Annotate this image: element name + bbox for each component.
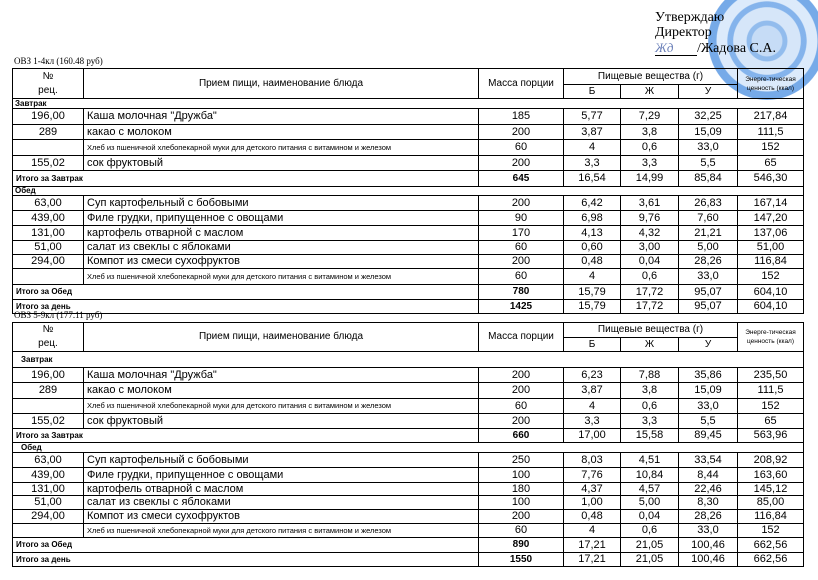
carbs-cell: 33,0 xyxy=(679,524,738,538)
fat-cell: 9,76 xyxy=(621,211,679,226)
section-label: Обед xyxy=(13,187,804,196)
rec-num-cell: 439,00 xyxy=(13,468,84,483)
mass-cell: 180 xyxy=(479,483,564,496)
total-value: 546,30 xyxy=(738,171,804,187)
rec-num-cell: 63,00 xyxy=(13,453,84,468)
mass-cell: 200 xyxy=(479,414,564,429)
table-row xyxy=(13,510,804,524)
carbs-cell: 33,0 xyxy=(679,399,738,414)
carbs-cell: 22,46 xyxy=(679,483,738,496)
total-value: 15,58 xyxy=(621,429,679,443)
dish-name-cell: сок фруктовый xyxy=(84,156,479,171)
total-value: 85,84 xyxy=(679,171,738,187)
total-value: 662,56 xyxy=(738,553,804,567)
dish-name-cell: картофель отварной с маслом xyxy=(84,226,479,241)
protein-cell: 7,76 xyxy=(564,468,621,483)
energy-cell: 152 xyxy=(738,524,804,538)
total-label: Итого за Завтрак xyxy=(13,171,479,187)
total-row xyxy=(13,285,804,300)
header-u: У xyxy=(679,85,738,99)
carbs-cell: 26,83 xyxy=(679,196,738,211)
carbs-cell: 8,44 xyxy=(679,468,738,483)
protein-cell: 4 xyxy=(564,140,621,156)
dish-name-cell: Суп картофельный с бобовыми xyxy=(84,453,479,468)
total-value: 100,46 xyxy=(679,538,738,553)
carbs-cell: 5,5 xyxy=(679,156,738,171)
dish-name-cell: сок фруктовый xyxy=(84,414,479,429)
mass-cell: 200 xyxy=(479,383,564,399)
total-value: 1425 xyxy=(479,300,564,314)
protein-cell: 3,3 xyxy=(564,414,621,429)
table-row xyxy=(13,226,804,241)
rec-num-cell: 131,00 xyxy=(13,483,84,496)
energy-cell: 163,60 xyxy=(738,468,804,483)
carbs-cell: 33,54 xyxy=(679,453,738,468)
fat-cell: 0,6 xyxy=(621,399,679,414)
dish-name-cell: Компот из смеси сухофруктов xyxy=(84,510,479,524)
rec-num-cell: 289 xyxy=(13,125,84,140)
dish-name-cell: салат из свеклы с яблоками xyxy=(84,241,479,255)
total-value: 660 xyxy=(479,429,564,443)
total-value: 17,21 xyxy=(564,553,621,567)
protein-cell: 0,48 xyxy=(564,510,621,524)
header-rec: рец. xyxy=(13,85,84,99)
header-rec: рец. xyxy=(13,338,84,352)
fat-cell: 5,00 xyxy=(621,496,679,510)
carbs-cell: 33,0 xyxy=(679,269,738,285)
protein-cell: 4,13 xyxy=(564,226,621,241)
dish-name-cell: Хлеб из пшеничной хлебопекарной муки для детского питания с витамином и железом xyxy=(84,269,479,285)
dish-name-cell: какао с молоком xyxy=(84,125,479,140)
fat-cell: 0,04 xyxy=(621,510,679,524)
protein-cell: 4 xyxy=(564,399,621,414)
header-zh: Ж xyxy=(621,85,679,99)
carbs-cell: 33,0 xyxy=(679,140,738,156)
fat-cell: 0,6 xyxy=(621,524,679,538)
dish-name-cell: салат из свеклы с яблоками xyxy=(84,496,479,510)
table-row xyxy=(13,269,804,285)
rec-num-cell xyxy=(13,524,84,538)
energy-cell: 116,84 xyxy=(738,255,804,269)
energy-cell: 152 xyxy=(738,269,804,285)
total-value: 17,72 xyxy=(621,300,679,314)
rec-num-cell xyxy=(13,269,84,285)
total-row xyxy=(13,538,804,553)
energy-cell: 111,5 xyxy=(738,125,804,140)
dish-name-cell: Филе грудки, припущенное с овощами xyxy=(84,211,479,226)
dish-name-cell: Хлеб из пшеничной хлебопекарной муки для детского питания с витамином и железом xyxy=(84,524,479,538)
fat-cell: 3,8 xyxy=(621,383,679,399)
total-value: 604,10 xyxy=(738,300,804,314)
total-value: 563,96 xyxy=(738,429,804,443)
mass-cell: 200 xyxy=(479,255,564,269)
rec-num-cell: 155,02 xyxy=(13,156,84,171)
header-b: Б xyxy=(564,85,621,99)
fat-cell: 3,00 xyxy=(621,241,679,255)
total-value: 15,79 xyxy=(564,285,621,300)
mass-cell: 200 xyxy=(479,125,564,140)
total-value: 95,07 xyxy=(679,285,738,300)
protein-cell: 6,98 xyxy=(564,211,621,226)
energy-cell: 152 xyxy=(738,140,804,156)
energy-cell: 51,00 xyxy=(738,241,804,255)
total-value: 14,99 xyxy=(621,171,679,187)
total-value: 17,72 xyxy=(621,285,679,300)
header-dish: Прием пищи, наименование блюда xyxy=(84,69,479,99)
total-label: Итого за день xyxy=(13,553,479,567)
mass-cell: 60 xyxy=(479,399,564,414)
protein-cell: 6,23 xyxy=(564,368,621,383)
energy-cell: 208,92 xyxy=(738,453,804,468)
protein-cell: 3,3 xyxy=(564,156,621,171)
dish-name-cell: Филе грудки, припущенное с овощами xyxy=(84,468,479,483)
rec-num-cell: 51,00 xyxy=(13,241,84,255)
protein-cell: 4 xyxy=(564,269,621,285)
energy-cell: 235,50 xyxy=(738,368,804,383)
fat-cell: 3,3 xyxy=(621,414,679,429)
header-u: У xyxy=(679,338,738,352)
table-row xyxy=(13,109,804,125)
fat-cell: 4,32 xyxy=(621,226,679,241)
carbs-cell: 28,26 xyxy=(679,255,738,269)
mass-cell: 60 xyxy=(479,524,564,538)
rec-num-cell: 439,00 xyxy=(13,211,84,226)
rec-num-cell xyxy=(13,399,84,414)
section-label: Завтрак xyxy=(13,99,804,109)
rec-num-cell xyxy=(13,140,84,156)
header-mass: Масса порции xyxy=(479,69,564,99)
dish-name-cell: Суп картофельный с бобовыми xyxy=(84,196,479,211)
header-b: Б xyxy=(564,338,621,352)
total-row xyxy=(13,553,804,567)
mass-cell: 60 xyxy=(479,269,564,285)
table-row xyxy=(13,453,804,468)
protein-cell: 3,87 xyxy=(564,383,621,399)
energy-cell: 147,20 xyxy=(738,211,804,226)
fat-cell: 10,84 xyxy=(621,468,679,483)
protein-cell: 4,37 xyxy=(564,483,621,496)
total-value: 100,46 xyxy=(679,553,738,567)
carbs-cell: 28,26 xyxy=(679,510,738,524)
fat-cell: 3,8 xyxy=(621,125,679,140)
total-row xyxy=(13,171,804,187)
menu-title: ОВЗ 5-9кл (177.11 руб) xyxy=(14,310,103,320)
mass-cell: 170 xyxy=(479,226,564,241)
fat-cell: 7,88 xyxy=(621,368,679,383)
total-row xyxy=(13,300,804,314)
dish-name-cell: Хлеб из пшеничной хлебопекарной муки для детского питания с витамином и железом xyxy=(84,399,479,414)
protein-cell: 6,42 xyxy=(564,196,621,211)
energy-cell: 167,14 xyxy=(738,196,804,211)
table-row xyxy=(13,483,804,496)
table-row xyxy=(13,414,804,429)
total-label: Итого за Обед xyxy=(13,285,479,300)
energy-cell: 65 xyxy=(738,156,804,171)
total-value: 645 xyxy=(479,171,564,187)
table-row xyxy=(13,383,804,399)
fat-cell: 3,61 xyxy=(621,196,679,211)
total-label: Итого за день xyxy=(13,300,479,314)
mass-cell: 200 xyxy=(479,156,564,171)
total-value: 780 xyxy=(479,285,564,300)
mass-cell: 100 xyxy=(479,468,564,483)
total-label: Итого за Обед xyxy=(13,538,479,553)
dish-name-cell: Компот из смеси сухофруктов xyxy=(84,255,479,269)
dish-name-cell: Каша молочная "Дружба" xyxy=(84,109,479,125)
total-row xyxy=(13,429,804,443)
total-value: 662,56 xyxy=(738,538,804,553)
header-nutrients: Пищевые вещества (г) xyxy=(564,323,738,338)
mass-cell: 200 xyxy=(479,368,564,383)
fat-cell: 0,6 xyxy=(621,140,679,156)
fat-cell: 0,04 xyxy=(621,255,679,269)
approval-block xyxy=(655,10,776,56)
header-mass: Масса порции xyxy=(479,323,564,352)
total-value: 15,79 xyxy=(564,300,621,314)
table-row xyxy=(13,156,804,171)
energy-cell: 152 xyxy=(738,399,804,414)
total-value: 890 xyxy=(479,538,564,553)
table-row xyxy=(13,524,804,538)
director-name: /Жадова С.А. xyxy=(697,41,777,56)
protein-cell: 0,60 xyxy=(564,241,621,255)
approval-label: Утверждаю xyxy=(655,10,725,25)
carbs-cell: 32,25 xyxy=(679,109,738,125)
menu-table xyxy=(12,322,804,567)
total-value: 1550 xyxy=(479,553,564,567)
total-value: 17,00 xyxy=(564,429,621,443)
mass-cell: 250 xyxy=(479,453,564,468)
total-value: 21,05 xyxy=(621,553,679,567)
rec-num-cell: 196,00 xyxy=(13,109,84,125)
table-row xyxy=(13,468,804,483)
total-label: Итого за Завтрак xyxy=(13,429,479,443)
carbs-cell: 21,21 xyxy=(679,226,738,241)
rec-num-cell: 63,00 xyxy=(13,196,84,211)
carbs-cell: 5,5 xyxy=(679,414,738,429)
carbs-cell: 15,09 xyxy=(679,383,738,399)
total-value: 17,21 xyxy=(564,538,621,553)
table-row xyxy=(13,140,804,156)
carbs-cell: 8,30 xyxy=(679,496,738,510)
header-nutrients: Пищевые вещества (г) xyxy=(564,69,738,85)
rec-num-cell: 51,00 xyxy=(13,496,84,510)
mass-cell: 200 xyxy=(479,510,564,524)
total-value: 604,10 xyxy=(738,285,804,300)
total-value: 21,05 xyxy=(621,538,679,553)
energy-cell: 217,84 xyxy=(738,109,804,125)
energy-cell: 137,06 xyxy=(738,226,804,241)
protein-cell: 3,87 xyxy=(564,125,621,140)
protein-cell: 4 xyxy=(564,524,621,538)
total-value: 89,45 xyxy=(679,429,738,443)
table-row xyxy=(13,255,804,269)
protein-cell: 0,48 xyxy=(564,255,621,269)
rec-num-cell: 196,00 xyxy=(13,368,84,383)
mass-cell: 90 xyxy=(479,211,564,226)
protein-cell: 5,77 xyxy=(564,109,621,125)
energy-cell: 65 xyxy=(738,414,804,429)
fat-cell: 3,3 xyxy=(621,156,679,171)
table-row xyxy=(13,496,804,510)
energy-cell: 116,84 xyxy=(738,510,804,524)
header-energy: Энерге-тическая ценность (ккал) xyxy=(738,323,804,352)
fat-cell: 0,6 xyxy=(621,269,679,285)
carbs-cell: 15,09 xyxy=(679,125,738,140)
fat-cell: 4,51 xyxy=(621,453,679,468)
table-row xyxy=(13,368,804,383)
table-row xyxy=(13,241,804,255)
rec-num-cell: 289 xyxy=(13,383,84,399)
table-row xyxy=(13,125,804,140)
protein-cell: 8,03 xyxy=(564,453,621,468)
dish-name-cell: какао с молоком xyxy=(84,383,479,399)
mass-cell: 185 xyxy=(479,109,564,125)
signature: Жд xyxy=(655,40,697,56)
rec-num-cell: 131,00 xyxy=(13,226,84,241)
director-label: Директор xyxy=(655,25,712,40)
header-energy: Энерге-тическая ценность (ккал) xyxy=(738,69,804,99)
carbs-cell: 5,00 xyxy=(679,241,738,255)
fat-cell: 4,57 xyxy=(621,483,679,496)
rec-num-cell: 155,02 xyxy=(13,414,84,429)
dish-name-cell: картофель отварной с маслом xyxy=(84,483,479,496)
total-value: 95,07 xyxy=(679,300,738,314)
table-row xyxy=(13,196,804,211)
table-row xyxy=(13,399,804,414)
energy-cell: 85,00 xyxy=(738,496,804,510)
dish-name-cell: Хлеб из пшеничной хлебопекарной муки для детского питания с витамином и железом xyxy=(84,140,479,156)
total-value: 16,54 xyxy=(564,171,621,187)
protein-cell: 1,00 xyxy=(564,496,621,510)
menu-title: ОВЗ 1-4кл (160.48 руб) xyxy=(14,56,103,66)
mass-cell: 200 xyxy=(479,196,564,211)
energy-cell: 145,12 xyxy=(738,483,804,496)
header-zh: Ж xyxy=(621,338,679,352)
carbs-cell: 7,60 xyxy=(679,211,738,226)
mass-cell: 60 xyxy=(479,241,564,255)
dish-name-cell: Каша молочная "Дружба" xyxy=(84,368,479,383)
header-num: № xyxy=(13,69,84,85)
section-label: Обед xyxy=(13,443,804,453)
fat-cell: 7,29 xyxy=(621,109,679,125)
header-num: № xyxy=(13,323,84,338)
table-row xyxy=(13,211,804,226)
section-label: Завтрак xyxy=(13,352,804,368)
carbs-cell: 35,86 xyxy=(679,368,738,383)
rec-num-cell: 294,00 xyxy=(13,510,84,524)
mass-cell: 60 xyxy=(479,140,564,156)
menu-table xyxy=(12,68,804,314)
rec-num-cell: 294,00 xyxy=(13,255,84,269)
mass-cell: 100 xyxy=(479,496,564,510)
energy-cell: 111,5 xyxy=(738,383,804,399)
header-dish: Прием пищи, наименование блюда xyxy=(84,323,479,352)
